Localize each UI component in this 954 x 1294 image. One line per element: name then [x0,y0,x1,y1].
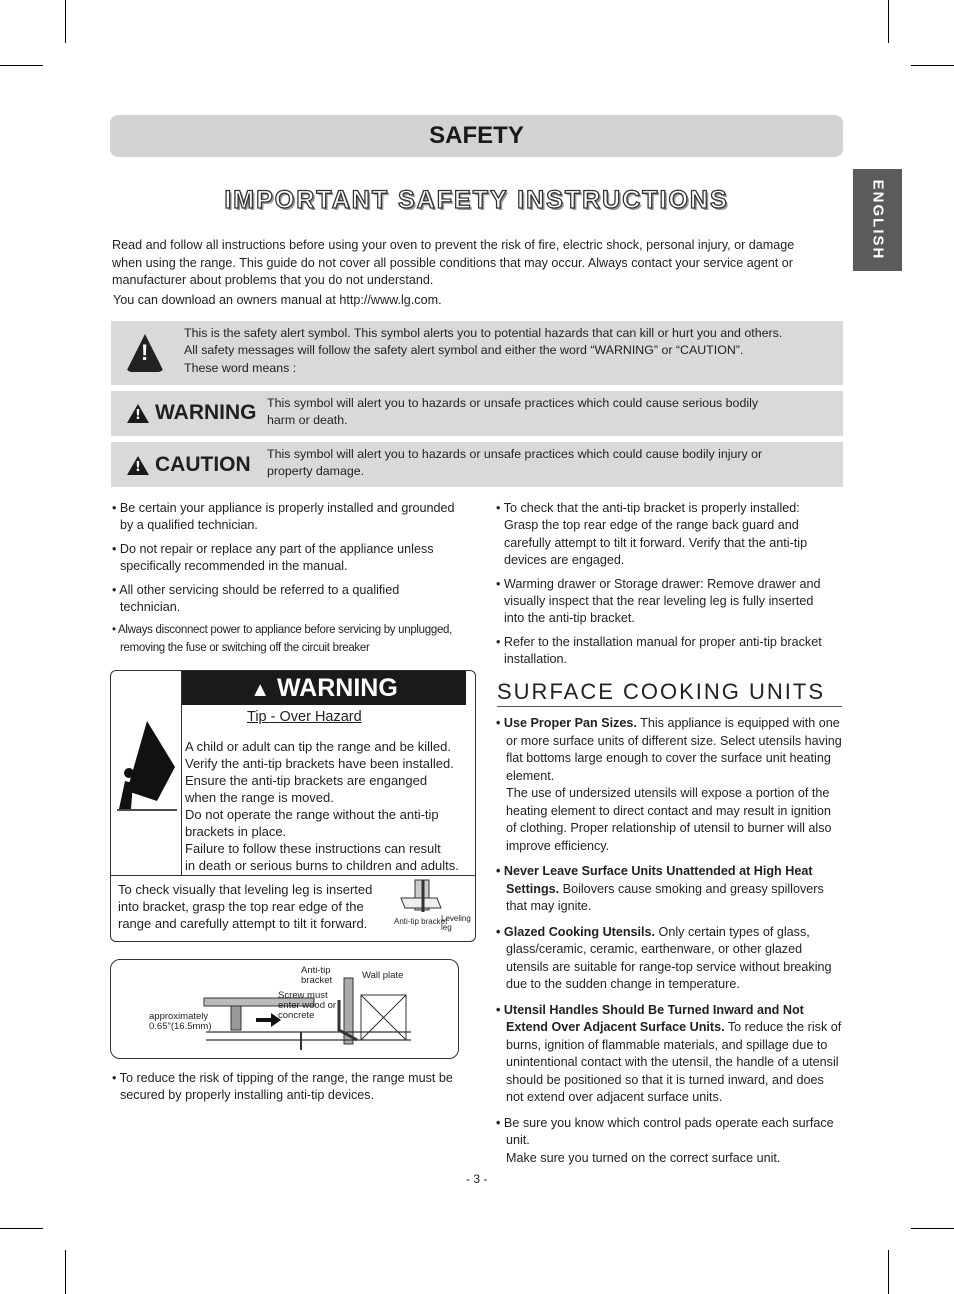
crop-mark [0,65,43,66]
wall-plate-label: Wall plate [362,970,404,981]
crop-mark [911,1228,954,1229]
caution-word: CAUTION [155,453,251,476]
warning-label-line: in death or serious burns to children and adults. [185,858,459,873]
warning-label-subtitle: Tip - Over Hazard [247,709,362,725]
crop-mark [65,0,66,43]
surface-cooking-heading: SURFACE COOKING UNITS [497,679,826,704]
crop-mark [888,0,889,43]
warning-text: This symbol will alert you to hazards or unsafe practices which could cause serious bodily harm or death. [267,396,759,428]
warning-label-line: brackets in place. [185,824,287,839]
anti-tip-installation-diagram [110,959,459,1059]
crop-mark [0,1228,43,1229]
warning-box [111,391,843,436]
intro-paragraph: Read and follow all instructions before using your oven to prevent the risk of fire, electric shock, personal injury, or damage when using the range. This guide do not cover all possible conditions that may occur. Always contact your service agent or manufacturer about problems that you do not understand. [112,238,795,288]
leveling-check-text: To check visually that leveling leg is inserted into bracket, grasp the top rear edge of the range and carefully attempt to tilt it forward. [118,882,373,931]
heading-rule [497,706,842,707]
exclamation-icon: ! [141,340,149,365]
warning-label-line: Failure to follow these instructions can result [185,841,441,856]
left-bullet-list [112,500,457,663]
list-item: • Never Leave Surface Units Unattended at High Heat Settings. Boilovers cause smoking and greasy spillovers that may ignite. [496,864,824,913]
language-tab [853,169,902,271]
fig-label-bracket: Anti-tip bracket [394,917,448,926]
list-item: • Use Proper Pan Sizes. This appliance is equipped with one or more surface units of different size. Select utensils having flat bottoms large enough to cover the surface unit heating element. The use of undersized utensils will expose a portion of the heating element to direct contact and may result in ignition of clothing. Proper relationship of utensil to burner will also improve efficiency. [496,716,842,853]
crop-mark [888,1250,889,1294]
download-note: You can download an owners manual at http://www.lg.com. [113,293,442,307]
warning-label-header: ▲ WARNING [182,671,466,705]
crop-mark [911,65,954,66]
list-item: • To reduce the risk of tipping of the range, the range must be secured by properly installing anti-tip devices. [112,1071,453,1103]
list-item: • Always disconnect power to appliance before servicing by unplugged, removing the fuse or switching off the circuit breaker [112,624,453,654]
safety-alert-box [111,321,843,385]
list-item: • To check that the anti-tip bracket is properly installed: Grasp the top rear edge of the range back guard and carefully attempt to tilt it forward. Verify that the anti-tip devices are engaged. [496,501,808,568]
list-item: • Be sure you know which control pads operate each surface unit. Make sure you turned on the correct surface unit. [496,1115,834,1165]
tipping-range-pictogram [117,721,177,811]
section-title-bar [110,115,843,157]
approx-label: approximately 0.65"(16.5mm) [149,1011,212,1032]
alert-line-1: This is the safety alert symbol. This symbol alerts you to potential hazards that can kill or hurt you and others. [184,326,783,340]
page-number: - 3 - [466,1172,488,1186]
list-item: • Utensil Handles Should Be Turned Inward and Not Extend Over Adjacent Surface Units. To reduce the risk of burns, ignition of flammable materials, and spillage due to unintentional contact with the utensil, the handle of a utensil should be positioned so that it is turned inward, and does not extend over adjacent surface units. [496,1002,842,1104]
crop-mark [65,1250,66,1294]
warning-label-line: A child or adult can tip the range and be killed. [185,739,451,754]
warning-word: WARNING [155,401,257,424]
list-item: • Refer to the installation manual for proper anti-tip bracket installation. [496,634,822,667]
warning-label-line: Ensure the anti-tip brackets are enganged [185,773,428,788]
caution-text: This symbol will alert you to hazards or unsafe practices which could cause bodily injury or property damage. [267,447,763,479]
warning-label-title: WARNING [276,674,398,702]
list-item: • Warming drawer or Storage drawer: Remove drawer and visually inspect that the rear leveling leg is fully inserted into the anti-tip bracket. [496,576,821,626]
alert-line-2: All safety messages will follow the safety alert symbol and either the word “WARNING” or “CAUTION”. [184,343,744,358]
language-tab-label: ENGLISH [869,179,886,261]
right-bullet-list [496,500,836,675]
screw-label: Screw must enter wood or concrete [278,990,337,1021]
warning-label-body [185,738,473,874]
caution-box [111,442,843,487]
list-item: • Do not repair or replace any part of the appliance unless specifically recommended in the manual. [112,541,434,574]
list-item: • All other servicing should be referred to a qualified technician. [112,582,400,615]
warning-triangle-icon [127,404,149,423]
anti-tip-label: Anti-tip bracket [301,965,333,986]
list-item: • Be certain your appliance is properly installed and grounded by a qualified technician. [112,501,455,533]
list-item: • Glazed Cooking Utensils. Only certain types of glass, glass/ceramic, ceramic, earthenware, or other glazed utensils are suitable for range-top service without breaking due to the sudden change in temperature. [496,924,832,991]
surface-cooking-list [496,715,844,1175]
page-title: SAFETY [429,122,524,149]
caution-triangle-icon [127,456,149,475]
alert-line-3: These word means : [184,360,297,375]
main-heading: IMPORTANT SAFETY INSTRUCTIONS [224,186,729,214]
warning-label-line: when the range is moved. [185,790,334,805]
anti-tip-bracket-figure [397,878,445,918]
tip-over-warning-label [110,670,476,942]
warning-label-line: Verify the anti-tip brackets have been installed. [185,756,454,771]
left-bottom-bullet [112,1070,457,1111]
fig-label-leg: Leveling leg [441,914,471,932]
warning-label-line: Do not operate the range without the anti-tip [185,807,439,822]
